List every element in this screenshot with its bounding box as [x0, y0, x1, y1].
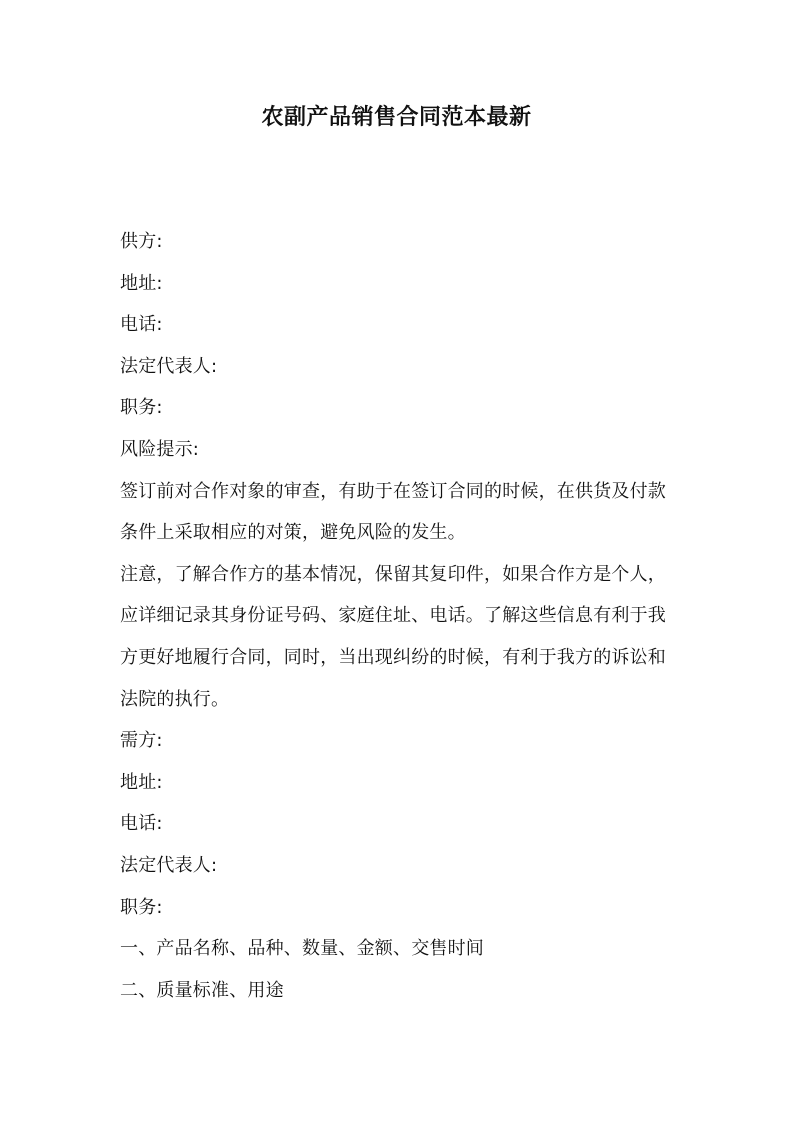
- notice-text-line: 方更好地履行合同，同时，当出现纠纷的时候，有利于我方的诉讼和: [120, 646, 666, 668]
- buyer-label: 需方:: [120, 730, 163, 752]
- supplier-legal-rep-label: 法定代表人:: [120, 355, 218, 377]
- buyer-position-label: 职务:: [120, 896, 163, 918]
- document-title: 农副产品销售合同范本最新: [261, 105, 532, 130]
- supplier-address-label: 地址:: [120, 272, 163, 294]
- buyer-address-label: 地址:: [120, 771, 163, 793]
- risk-warning-text-line: 签订前对合作对象的审查，有助于在签订合同的时候，在供货及付款: [120, 480, 666, 502]
- notice-text-line: 法院的执行。: [120, 688, 230, 710]
- supplier-label: 供方:: [120, 231, 163, 252]
- buyer-legal-rep-label: 法定代表人:: [120, 854, 218, 876]
- supplier-position-label: 职务:: [120, 397, 163, 419]
- notice-text-line: 应详细记录其身份证号码、家庭住址、电话。了解这些信息有利于我: [120, 605, 666, 627]
- section-heading-2: 二、质量标准、用途: [120, 979, 284, 1001]
- notice-text-line: 注意，了解合作方的基本情况，保留其复印件，如果合作方是个人，: [120, 563, 666, 585]
- buyer-phone-label: 电话:: [120, 813, 163, 835]
- risk-warning-heading: 风险提示:: [120, 438, 200, 460]
- risk-warning-text-line: 条件上采取相应的对策，避免风险的发生。: [120, 522, 466, 544]
- document-body: [120, 221, 680, 1011]
- supplier-phone-label: 电话:: [120, 314, 163, 336]
- section-heading-1: 一、产品名称、品种、数量、金额、交售时间: [120, 938, 484, 960]
